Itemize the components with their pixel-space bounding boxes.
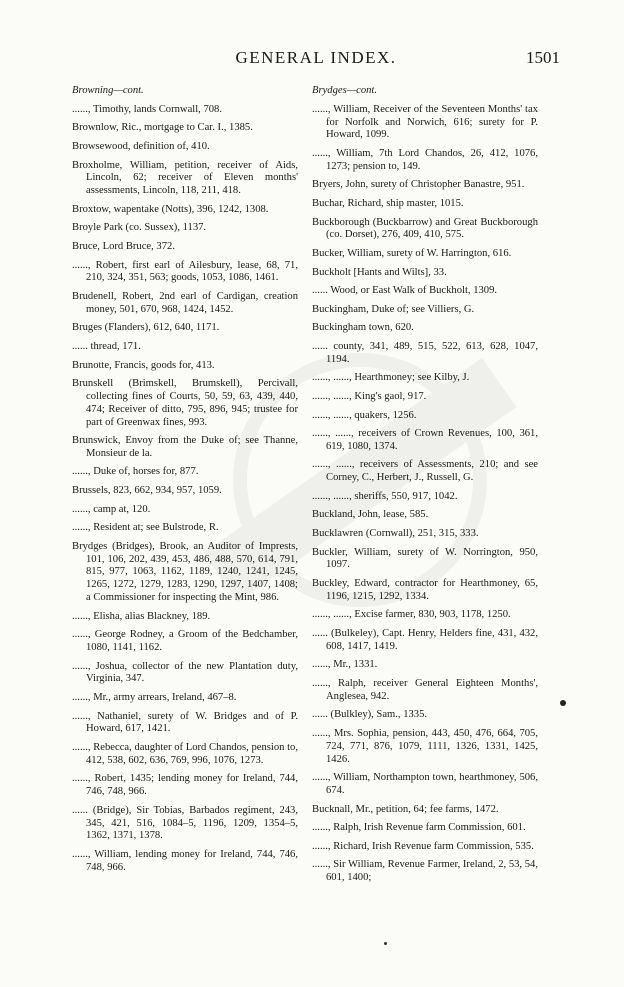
index-entry: Brunskell (Brimskell, Brumskell), Percivall, collecting fines of Courts, 50, 59, 63, 439, 440, 474; Receiver of ditto, 795, 896, 945; trustee for part of Greenwax fines, 993.	[72, 378, 298, 428]
index-entry: ......, Resident at; see Bulstrode, R.	[72, 522, 219, 534]
index-entry: Bucknall, Mr., petition, 64; fee farms, 1472.	[312, 803, 499, 815]
index-entry: ......, camp at, 120.	[72, 503, 151, 515]
index-entry: ......, Rebecca, daughter of Lord Chandos, pension to, 412, 538, 602, 636, 769, 996, 1076, 1273.	[72, 742, 298, 766]
index-entry: Brussels, 823, 662, 934, 957, 1059.	[72, 485, 222, 497]
continuation-heading: Browning—cont.	[72, 85, 144, 96]
index-entry: Buckland, John, lease, 585.	[312, 509, 429, 521]
index-entry: Bruce, Lord Bruce, 372.	[72, 240, 175, 252]
index-entry: Broyle Park (co. Sussex), 1137.	[72, 222, 207, 234]
index-entry: ......, George Rodney, a Groom of the Bedchamber, 1080, 1141, 1162.	[72, 629, 298, 654]
index-entry: ......, Timothy, lands Cornwall, 708.	[72, 103, 222, 115]
index-entry: ......, Richard, Irish Revenue farm Commission, 535.	[312, 840, 534, 852]
index-entry: ......, Mr., army arrears, Ireland, 467–8.	[72, 692, 237, 704]
index-entry: ......, Joshua, collector of the new Plantation duty, Virginia, 347.	[72, 660, 298, 685]
index-entry: ......, Mrs. Sophia, pension, 443, 450, 476, 664, 705, 724, 771, 876, 1079, 1111, 1326, 1331, 1425, 1426.	[312, 728, 538, 765]
index-entry: Buckingham town, 620.	[312, 322, 414, 334]
index-entry: Bucker, William, surety of W. Harrington, 616.	[312, 247, 512, 259]
index-entry: ...... thread, 171.	[72, 340, 141, 352]
index-entry: Bucklawren (Cornwall), 251, 315, 333.	[312, 528, 479, 540]
index-entry: ......, Robert, 1435; lending money for Ireland, 744, 746, 748, 966.	[72, 773, 298, 798]
index-entry: Brownlow, Ric., mortgage to Car. I., 1385.	[72, 122, 253, 134]
index-entry: Broxtow, wapentake (Notts), 396, 1242, 1308.	[72, 203, 269, 215]
index-entry: Buchar, Richard, ship master, 1015.	[312, 197, 464, 209]
index-entry: ...... Wood, or East Walk of Buckholt, 1309.	[312, 285, 498, 297]
index-entry: Buckholt [Hants and Wilts], 33.	[312, 266, 447, 278]
index-entry: ......, Sir William, Revenue Farmer, Ireland, 2, 53, 54, 601, 1400;	[312, 859, 538, 884]
index-entry: ......, ......, King's gaol, 917.	[312, 390, 427, 402]
index-entry: ...... (Bridge), Sir Tobias, Barbados regiment, 243, 345, 421, 516, 1084–5, 1196, 1209, 1354–5, 1362, 1371, 1378.	[72, 804, 298, 842]
index-entry: Brunswick, Envoy from the Duke of; see Thanne, Monsieur de la.	[72, 435, 298, 459]
index-entry: ...... (Bulkeley), Capt. Henry, Helders fine, 431, 432, 608, 1417, 1419.	[312, 628, 538, 652]
index-entry: ......, ......, receivers of Crown Revenues, 100, 361, 619, 1080, 1374.	[312, 428, 538, 452]
index-entry: ......, Nathaniel, surety of W. Bridges and of P. Howard, 617, 1421.	[72, 710, 298, 735]
index-entry: Brunotte, Francis, goods for, 413.	[72, 359, 215, 371]
index-entry: ......, Robert, first earl of Ailesbury, lease, 68, 71, 210, 324, 351, 563; goods, 1053, 1086, 1461.	[72, 259, 298, 284]
index-entry: ......, ......, Excise farmer, 830, 903, 1178, 1250.	[312, 609, 511, 621]
index-column-right	[312, 85, 538, 891]
index-entry: ......, ......, Hearthmoney; see Kilby, J.	[312, 372, 470, 384]
entries-list	[312, 104, 538, 885]
index-entry: Broxholme, William, petition, receiver of Aids, Lincoln, 62; receiver of Eleven months' assessments, Lincoln, 118, 211, 418.	[72, 159, 298, 197]
entries-list	[72, 104, 298, 875]
index-entry: Brydges (Bridges), Brook, an Auditor of Imprests, 101, 106, 202, 439, 453, 486, 488, 570, 614, 791, 815, 977, 1063, 1162, 1189, 1240, 1241, 1245, 1265, 1272, 1279, 1283, 1290, 1297, 1407, 1408; a Commissioner for inspecting the Mint, 986.	[72, 540, 298, 604]
page-number: 1501	[526, 48, 560, 67]
index-entry: ......, ......, sheriffs, 550, 917, 1042.	[312, 490, 458, 502]
continuation-heading: Brydges—cont.	[312, 85, 378, 96]
index-column-left	[72, 85, 298, 880]
index-entry: ......, William, 7th Lord Chandos, 26, 412, 1076, 1273; pension to, 149.	[312, 147, 538, 172]
page-header	[72, 48, 560, 72]
index-entry: ......, William, Northampton town, hearthmoney, 506, 674.	[312, 772, 538, 796]
index-entry: Bruges (Flanders), 612, 640, 1171.	[72, 322, 220, 334]
index-entry: Brudenell, Robert, 2nd earl of Cardigan, creation money, 501, 670, 968, 1424, 1452.	[72, 290, 298, 315]
index-entry: Bryers, John, surety of Christopher Banastre, 951.	[312, 179, 525, 191]
index-entry: Buckborough (Buckbarrow) and Great Buckborough (co. Dorset), 276, 409, 410, 575.	[312, 216, 538, 241]
index-entry: ......, Ralph, Irish Revenue farm Commission, 601.	[312, 822, 526, 834]
index-entry: Buckley, Edward, contractor for Hearthmoney, 65, 1196, 1215, 1292, 1334.	[312, 578, 538, 602]
index-entry: Browsewood, definition of, 410.	[72, 140, 210, 152]
index-entry: ......, Duke of, horses for, 877.	[72, 466, 199, 478]
ink-dot	[384, 942, 387, 945]
index-entry: ......, ......, receivers of Assessments, 210; and see Corney, C., Herbert, J., Russell, G.	[312, 459, 538, 484]
index-entry: ......, Elisha, alias Blackney, 189.	[72, 610, 211, 622]
index-entry: ......, ......, quakers, 1256.	[312, 409, 417, 421]
index-entry: ......, Mr., 1331.	[312, 659, 378, 671]
page-title: GENERAL INDEX.	[235, 48, 397, 67]
index-entry: ......, Ralph, receiver General Eighteen Months', Anglesea, 942.	[312, 678, 538, 702]
index-entry: ......, William, lending money for Ireland, 744, 746, 748, 966.	[72, 848, 298, 873]
index-entry: Buckler, William, surety of W. Norrington, 950, 1097.	[312, 546, 538, 571]
index-entry: ...... (Bulkley), Sam., 1335.	[312, 709, 428, 721]
index-entry: ......, William, Receiver of the Seventeen Months' tax for Norfolk and Norwich, 616; surety for P. Howard, 1099.	[312, 103, 538, 141]
index-entry: Buckingham, Duke of; see Villiers, G.	[312, 303, 475, 315]
index-entry: ...... county, 341, 489, 515, 522, 613, 628, 1047, 1194.	[312, 340, 538, 365]
ink-mark	[560, 700, 566, 706]
